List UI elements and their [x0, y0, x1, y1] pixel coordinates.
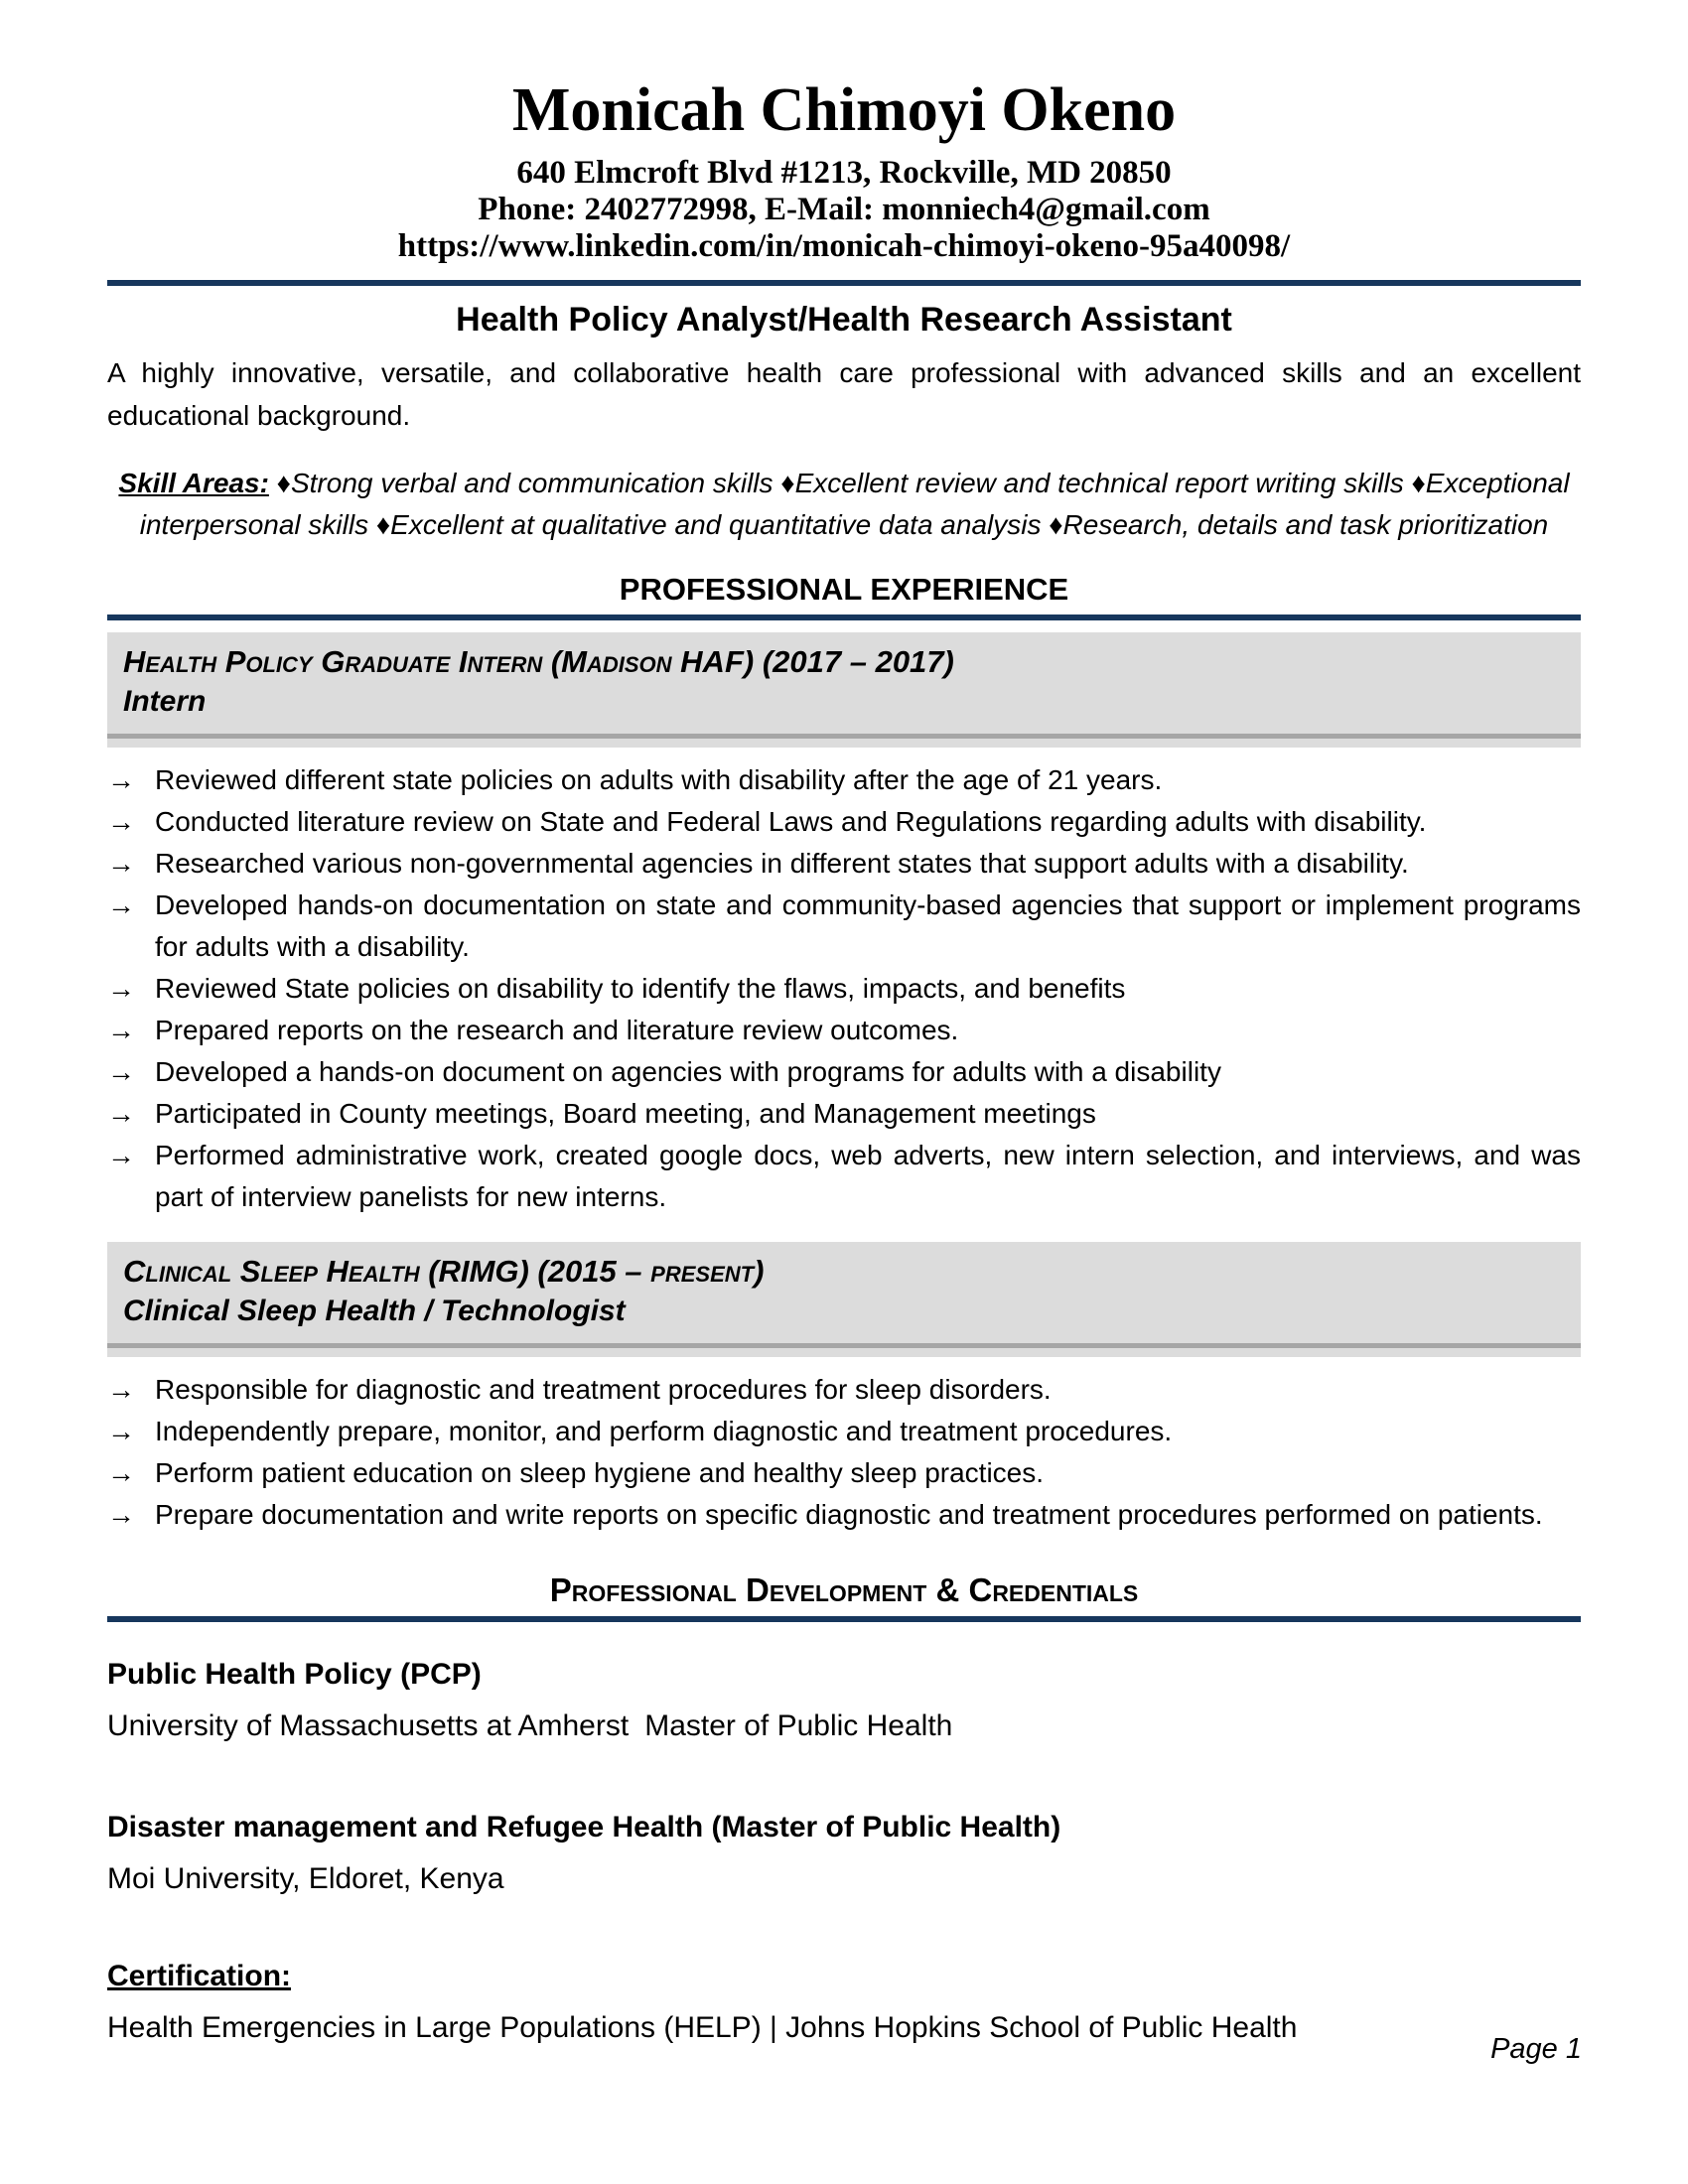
bullet-text: Conducted literature review on State and Federal Laws and Regulations regarding adults with disability. — [155, 806, 1427, 837]
job-bullet-item — [107, 1093, 1581, 1135]
job-block-shadow — [107, 1348, 1581, 1357]
skill-areas-list: ♦Strong verbal and communication skills ♦Excellent review and technical report writing skills ♦Exceptional interpersonal skills ♦Excellent at qualitative and quantitative data analysis ♦Research, details and task prioritization — [139, 468, 1570, 540]
bullet-text: Participated in County meetings, Board meeting, and Management meetings — [155, 1098, 1096, 1129]
bullet-text: Developed a hands-on document on agencies with programs for adults with a disability — [155, 1056, 1221, 1087]
resume-content — [107, 0, 1581, 2047]
credential-institution: Moi University, Eldoret, Kenya — [107, 1862, 504, 1895]
arrow-bullet-icon: → — [107, 1499, 135, 1530]
arrow-bullet-icon: → — [107, 1416, 135, 1446]
credential-institution: University of Massachusetts at Amherst — [107, 1709, 630, 1742]
summary-paragraph: A highly innovative, versatile, and collaborative health care professional with advanced skills and an excellent educational background. — [107, 357, 1581, 431]
bullet-text: Responsible for diagnostic and treatment procedures for sleep disorders. — [155, 1374, 1052, 1405]
bullet-text: Performed administrative work, created google docs, web adverts, new intern selection, and interviews, and was part of interview panelists for new interns. — [155, 1140, 1581, 1212]
job-bullet-item — [107, 843, 1581, 885]
bullet-text: Reviewed State policies on disability to identify the flaws, impacts, and benefits — [155, 973, 1126, 1004]
bullet-text: Developed hands-on documentation on state and community-based agencies that support or implement programs for adults with a disability. — [155, 889, 1581, 962]
bullet-text: Prepared reports on the research and literature review outcomes. — [155, 1015, 959, 1045]
job-bullet-item — [107, 1010, 1581, 1051]
job-bullet-item — [107, 1411, 1581, 1452]
credential-detail — [107, 1707, 1581, 1745]
job-title: Clinical Sleep Health (RIMG) (2015 – present) — [123, 1254, 765, 1289]
section-title-professional-development: Professional Development & Credentials — [549, 1571, 1139, 1608]
bullet-text: Researched various non-governmental agencies in different states that support adults with a disability. — [155, 848, 1409, 879]
phone-email-line: Phone: 2402772998, E-Mail: monniech4@gmail.com — [478, 192, 1210, 227]
job-block-clinical-sleep-health — [107, 1242, 1581, 1348]
address-line: 640 Elmcroft Blvd #1213, Rockville, MD 20850 — [516, 155, 1172, 191]
arrow-bullet-icon: → — [107, 889, 135, 920]
bullet-text: Prepare documentation and write reports on specific diagnostic and treatment procedures performed on patients. — [155, 1499, 1543, 1530]
bullet-text: Independently prepare, monitor, and perform diagnostic and treatment procedures. — [155, 1416, 1173, 1446]
job-title: Health Policy Graduate Intern (Madison HAF) (2017 – 2017) — [123, 644, 954, 679]
credential-detail — [107, 1860, 1581, 1898]
arrow-bullet-icon: → — [107, 973, 135, 1004]
job-bullet-item — [107, 759, 1581, 801]
header-divider-rule — [107, 280, 1581, 286]
certification-label: Certification: — [107, 1960, 292, 1992]
job-role: Clinical Sleep Health / Technologist — [123, 1295, 626, 1327]
job-block-shadow — [107, 739, 1581, 748]
job-role: Intern — [123, 685, 207, 718]
arrow-bullet-icon: → — [107, 1374, 135, 1405]
arrow-bullet-icon: → — [107, 1457, 135, 1488]
job-bullet-item — [107, 968, 1581, 1010]
job-bullet-item — [107, 801, 1581, 843]
arrow-bullet-icon: → — [107, 764, 135, 795]
candidate-name: Monicah Chimoyi Okeno — [511, 76, 1177, 144]
credential-title: Public Health Policy (PCP) — [107, 1658, 482, 1691]
job-block-health-policy-intern — [107, 632, 1581, 739]
credential-title: Disaster management and Refugee Health (Master of Public Health) — [107, 1811, 1061, 1843]
certification-text: Health Emergencies in Large Populations (HELP) | Johns Hopkins School of Public Health — [107, 2011, 1298, 2044]
job-bullet-item — [107, 1051, 1581, 1093]
job-bullet-item — [107, 1135, 1581, 1218]
skill-areas-label: Skill Areas: — [118, 468, 269, 498]
job-bullet-item — [107, 1452, 1581, 1494]
arrow-bullet-icon: → — [107, 1140, 135, 1170]
linkedin-url: https://www.linkedin.com/in/monicah-chimoyi-okeno-95a40098/ — [397, 228, 1291, 264]
credential-degree: Master of Public Health — [644, 1709, 953, 1742]
skill-areas-paragraph — [107, 463, 1581, 546]
role-title: Health Policy Analyst/Health Research Assistant — [456, 301, 1232, 339]
development-divider-rule — [107, 1616, 1581, 1622]
job-bullet-list — [107, 759, 1581, 1218]
arrow-bullet-icon: → — [107, 806, 135, 837]
bullet-text: Reviewed different state policies on adults with disability after the age of 21 years. — [155, 764, 1163, 795]
resume-header — [107, 75, 1581, 265]
job-bullet-item — [107, 1494, 1581, 1536]
arrow-bullet-icon: → — [107, 1098, 135, 1129]
experience-divider-rule — [107, 614, 1581, 620]
arrow-bullet-icon: → — [107, 848, 135, 879]
page-number: Page 1 — [1490, 2033, 1582, 2065]
job-bullet-list — [107, 1369, 1581, 1536]
arrow-bullet-icon: → — [107, 1056, 135, 1087]
arrow-bullet-icon: → — [107, 1015, 135, 1045]
job-bullet-item — [107, 885, 1581, 968]
bullet-text: Perform patient education on sleep hygiene and healthy sleep practices. — [155, 1457, 1045, 1488]
section-title-professional-experience: PROFESSIONAL EXPERIENCE — [619, 572, 1069, 607]
job-bullet-item — [107, 1369, 1581, 1411]
